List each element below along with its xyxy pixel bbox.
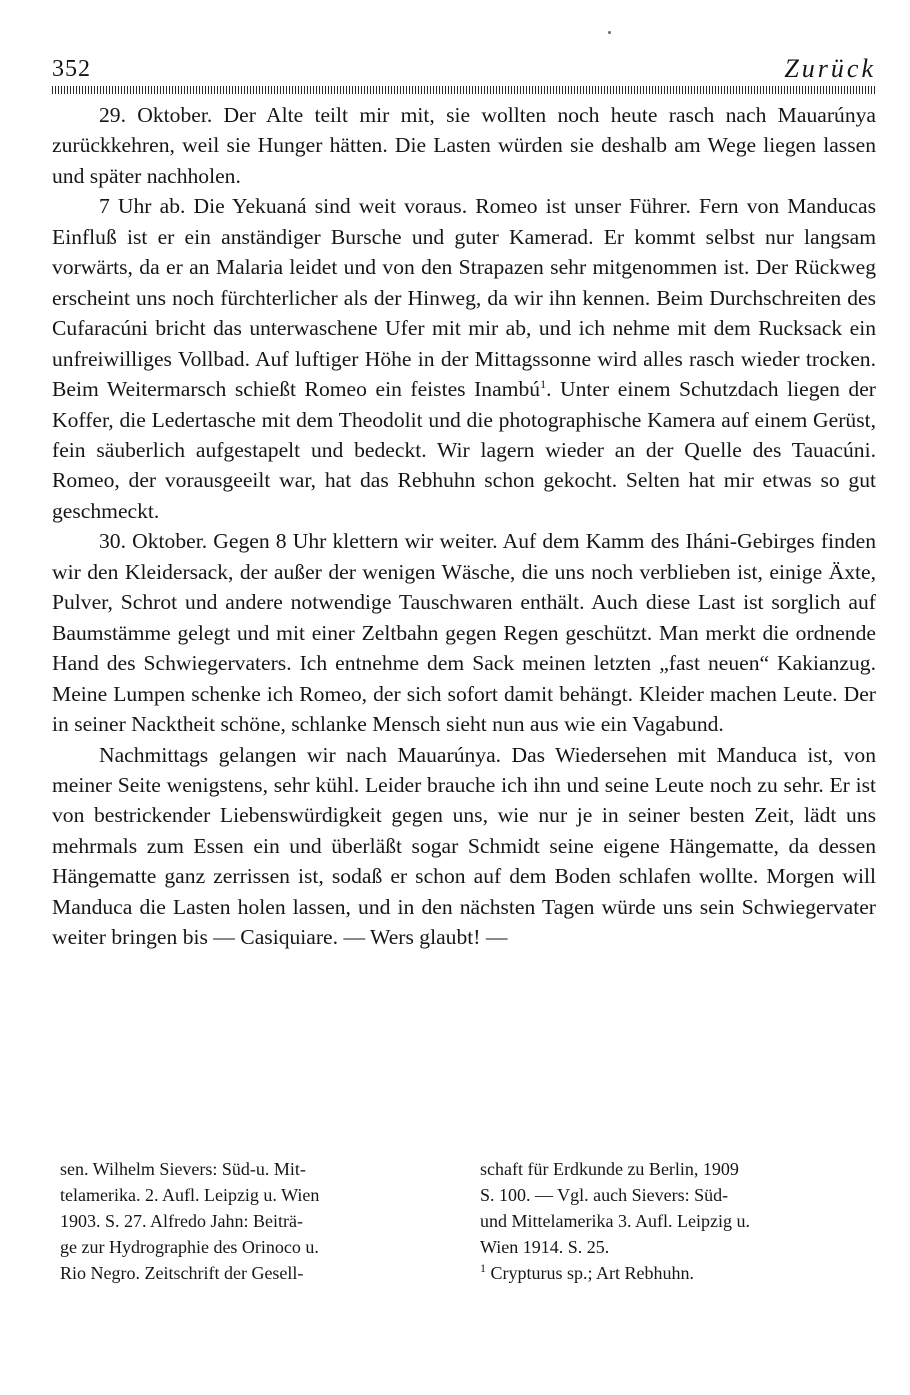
footnote-line: Wien 1914. S. 25. xyxy=(480,1237,610,1257)
footnote-line: ge zur Hydrographie des Orinoco u. xyxy=(60,1237,319,1257)
footnote-line: Rio Negro. Zeitschrift der Gesell- xyxy=(60,1263,304,1283)
speck-mark xyxy=(608,31,611,34)
paragraph-oct-29: 29. Oktober. Der Alte teilt mir mit, sie wollten noch heute rasch nach Mauarúnya zurückkehren, weil sie Hunger hätten. Die Lasten würden sie deshalb am Wege liegen lassen und später nachholen. xyxy=(52,103,876,188)
paragraph-oct-30: 30. Oktober. Gegen 8 Uhr klettern wir weiter. Auf dem Kamm des Iháni-Gebirges finden wir den Kleidersack, der außer der wenigen Wäsche, die uns noch verblieben ist, einige Äxte, Pulver, Schrot und andere notwendige Tauschwaren enthält. Auch diese Last ist sorglich auf Baumstämme gelegt und mit einer Zeltbahn gegen Regen geschützt. Man merkt die ordnende Hand des Schwiegervaters. Ich entnehme dem Sack meinen letzten „fast neuen“ Kakianzug. Meine Lumpen schenke ich Romeo, der sich sofort damit behängt. Kleider machen Leute. Der in seiner Nacktheit schöne, schlanke Mensch sieht nun aus wie ein Vagabund. xyxy=(52,529,876,737)
page-number: 352 xyxy=(52,56,91,82)
paragraph-departure-continuation: . Unter einem Schutzdach liegen der Koffer, die Ledertasche mit dem Theodolit und die photographische Kamera auf einem Gerüst, fein säuberlich aufgestapelt und bedeckt. Wir lagern wieder an der Quelle des Tauacúni. Romeo, der vorausgeeilt war, hat das Rebhuhn schon gekocht. Selten hat mir etwas so gut geschmeckt. xyxy=(52,377,876,523)
paragraph-departure-text: 7 Uhr ab. Die Yekuaná sind weit voraus. Romeo ist unser Führer. Fern von Manducas Einfluß ist er ein anständiger Bursche und guter Kamerad. Er kommt selbst nur langsam vorwärts, da er an Malaria leidet und von den Strapazen sehr mitgenommen ist. Der Rückweg erscheint uns noch fürchterlicher als der Hinweg, da wir ihn kennen. Beim Durchschreiten des Cufaracúni bricht das unterwaschene Ufer mit mir ab, und ich nehme mit dem Rucksack ein unfreiwilliges Vollbad. Auf luftiger Höhe in der Mittagssonne wird alles rasch wieder trocken. Beim Weitermarsch schießt Romeo ein feistes Inambú xyxy=(52,194,876,402)
footnote-reference: 1 xyxy=(540,376,547,391)
footnote-line: telamerika. 2. Aufl. Leipzig u. Wien xyxy=(60,1185,320,1205)
main-text xyxy=(52,100,876,953)
footnote-right-column xyxy=(480,1156,876,1286)
footnote-left-column xyxy=(60,1156,450,1286)
footnote-line: schaft für Erdkunde zu Berlin, 1909 xyxy=(480,1159,739,1179)
footnote-line: S. 100. — Vgl. auch Sievers: Süd- xyxy=(480,1185,729,1205)
footnote-line: 1903. S. 27. Alfredo Jahn: Beiträ- xyxy=(60,1211,303,1231)
footnote-number: 1 xyxy=(480,1261,486,1275)
footnote-text: Crypturus sp.; Art Rebhuhn. xyxy=(490,1263,695,1283)
running-head: Zurück xyxy=(784,54,876,83)
header-rule xyxy=(52,86,876,94)
footnote-line: sen. Wilhelm Sievers: Süd-u. Mit- xyxy=(60,1159,306,1179)
paragraph-departure xyxy=(52,191,876,526)
paragraph-afternoon: Nachmittags gelangen wir nach Mauarúnya. Das Wiedersehen mit Manduca ist, von meiner Seite wenigstens, sehr kühl. Leider brauche ich ihn und seine Leute noch zu sehr. Er ist von bestrickender Liebenswürdigkeit gegen uns, wie nur je in seiner besten Zeit, lädt uns mehrmals zum Essen ein und überläßt sogar Schmidt seine eigene Hängematte, da dessen Hängematte ganz zerrissen ist, sodaß er schon auf dem Boden schlafen wollte. Morgen will Manduca die Lasten holen lassen, und in den nächsten Tagen würde uns sein Schwiegervater weiter bringen bis — Casiquiare. — Wers glaubt! — xyxy=(52,742,876,950)
footnote-one xyxy=(480,1260,876,1286)
footnote-line: und Mittelamerika 3. Aufl. Leipzig u. xyxy=(480,1211,750,1231)
